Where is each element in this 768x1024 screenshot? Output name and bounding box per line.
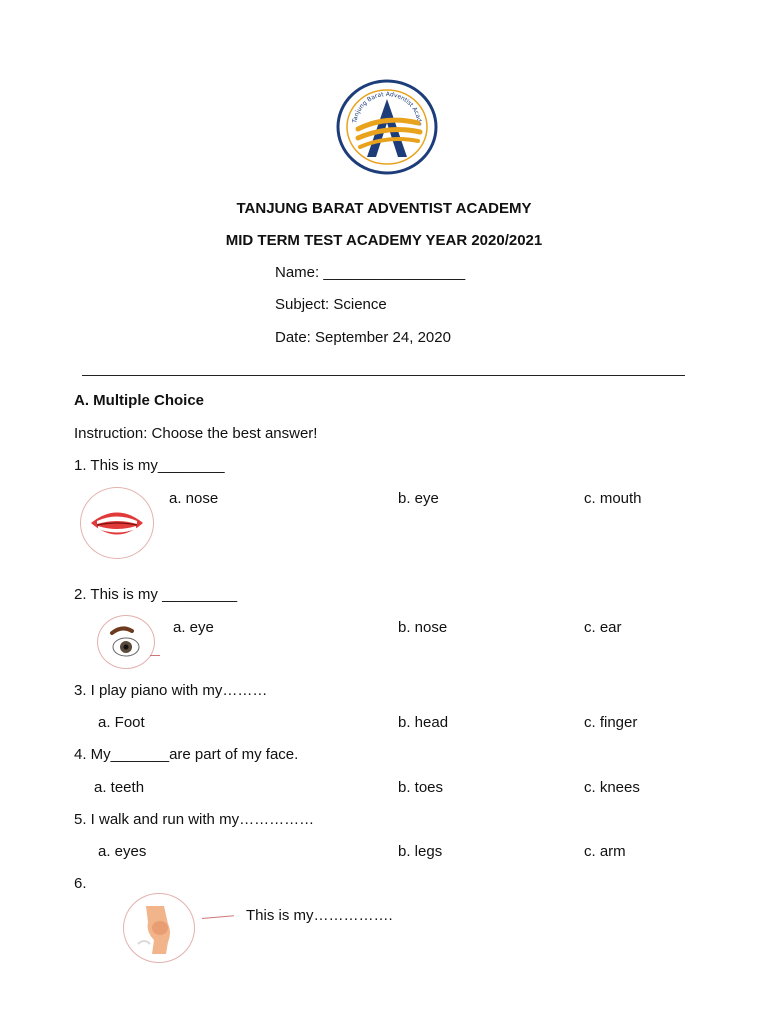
question-6-pointer	[202, 915, 234, 919]
question-6-text: 6.	[74, 875, 87, 892]
question-6-picture	[123, 893, 195, 963]
subject-line: Subject: Science	[275, 296, 387, 313]
date-line: Date: September 24, 2020	[275, 329, 451, 346]
question-2-picture	[97, 615, 155, 669]
knee-icon	[124, 894, 194, 962]
question-2-option-c[interactable]: c. ear	[584, 619, 622, 636]
eye-icon	[98, 616, 154, 668]
question-2-option-b[interactable]: b. nose	[398, 619, 448, 636]
school-logo	[336, 79, 438, 175]
question-2-text: 2. This is my _________	[74, 586, 238, 603]
question-5-text: 5. I walk and run with my……………	[74, 811, 315, 828]
school-name: TANJUNG BARAT ADVENTIST ACADEMY	[236, 200, 532, 217]
instruction: Instruction: Choose the best answer!	[74, 425, 318, 442]
question-5-option-c[interactable]: c. arm	[584, 843, 626, 860]
question-3-option-c[interactable]: c. finger	[584, 714, 638, 731]
question-2-option-a[interactable]: a. eye	[173, 619, 214, 636]
divider	[82, 375, 685, 376]
section-title: A. Multiple Choice	[74, 392, 205, 409]
question-3-text: 3. I play piano with my………	[74, 682, 268, 699]
question-4-option-a[interactable]: a. teeth	[94, 779, 145, 796]
question-5-option-b[interactable]: b. legs	[398, 843, 443, 860]
question-1-option-b[interactable]: b. eye	[398, 490, 439, 507]
test-title: MID TERM TEST ACADEMY YEAR 2020/2021	[225, 232, 543, 249]
question-3-option-a[interactable]: a. Foot	[98, 714, 145, 731]
question-1-picture	[80, 487, 154, 559]
question-3-option-b[interactable]: b. head	[398, 714, 449, 731]
question-2-pointer	[150, 655, 160, 656]
mouth-icon	[81, 488, 153, 558]
name-line: Name: _________________	[275, 264, 466, 281]
question-1-option-c[interactable]: c. mouth	[584, 490, 642, 507]
question-6-answer-line: This is my…………….	[246, 907, 393, 924]
logo-ring-text: Tanjung Barat Adventist Acade	[351, 90, 424, 127]
school-crest-icon	[336, 79, 438, 175]
question-1-text: 1. This is my________	[74, 457, 225, 474]
question-5-option-a[interactable]: a. eyes	[98, 843, 147, 860]
question-4-text: 4. My_______are part of my face.	[74, 746, 299, 763]
question-4-option-c[interactable]: c. knees	[584, 779, 640, 796]
question-1-option-a[interactable]: a. nose	[169, 490, 219, 507]
question-4-option-b[interactable]: b. toes	[398, 779, 444, 796]
